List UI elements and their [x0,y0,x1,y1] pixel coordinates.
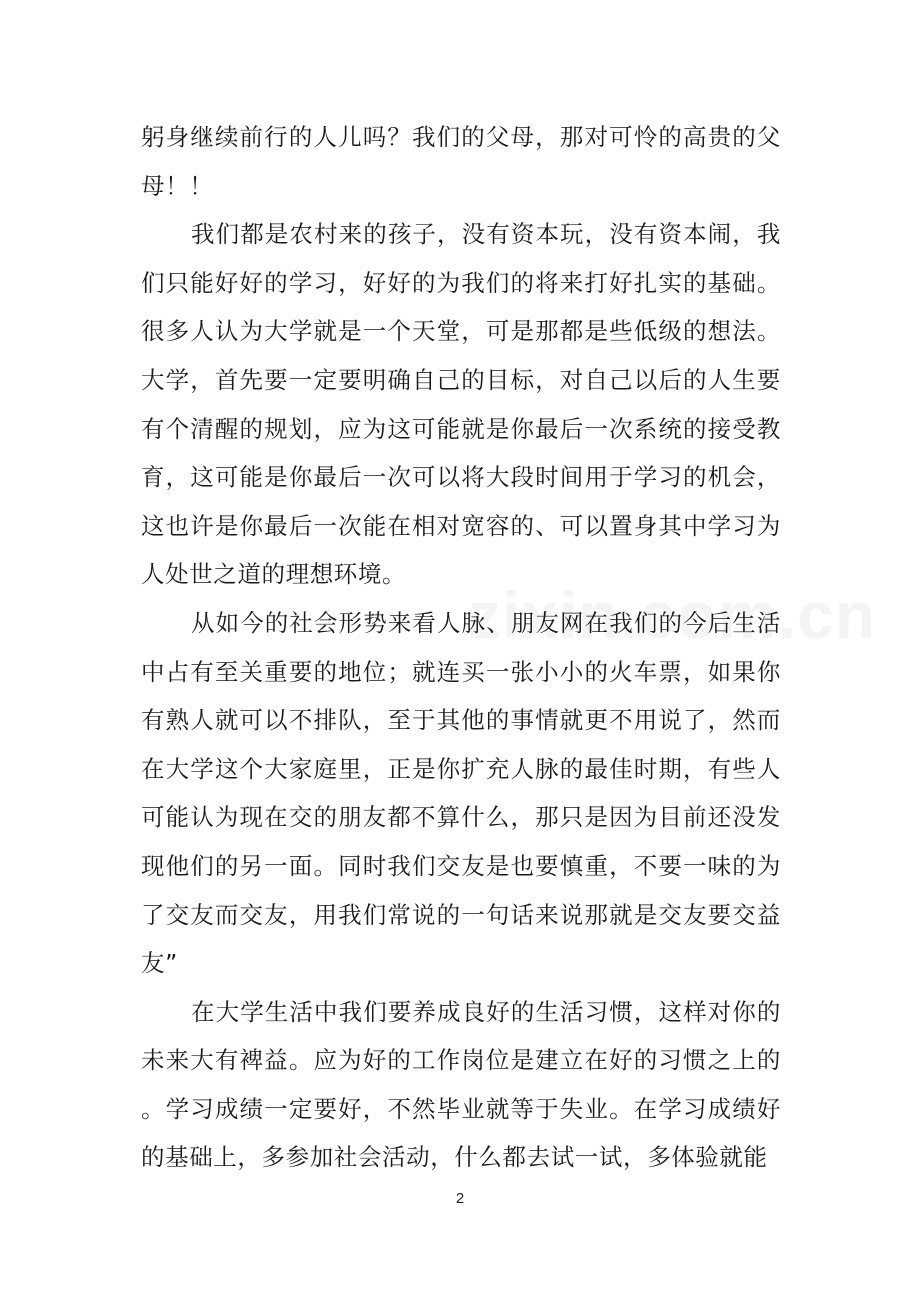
text-line: 躬身继续前行的人儿吗？我们的父母，那对可怜的高贵的父 [141,123,781,151]
text-line: 大学，首先要一定要明确自己的目标，对自己以后的人生要 [141,365,781,394]
text-line: 从如今的社会形势来看人脉、朋友网在我们的今后生活 [191,608,781,637]
text-line: 可能认为现在交的朋友都不算什么，那只是因为目前还没发 [141,803,781,832]
paragraph [141,599,781,988]
text-line: 有个清醒的规划，应为这可能就是你最后一次系统的接受教 [141,414,781,443]
text-line: 母！！ [141,171,214,200]
text-line: 的基础上，多参加社会活动，什么都去试一试，多体验就能 [141,1143,768,1172]
text-line: 在大学生活中我们要养成良好的生活习惯，这样对你的 [191,997,781,1026]
paragraph [141,113,781,210]
text-line: 中占有至关重要的地位；就连买一张小小的火车票，如果你 [141,657,781,686]
text-line: 未来大有裨益。应为好的工作岗位是建立在好的习惯之上的 [141,1046,781,1075]
text-line: 现他们的另一面。同时我们交友是也要慎重，不要一味的为 [141,851,781,880]
text-line: 在大学这个大家庭里，正是你扩充人脉的最佳时期，有些人 [141,754,781,783]
text-line: 有熟人就可以不排队，至于其他的事情就更不用说了，然而 [141,706,781,735]
text-line: 友” [141,949,178,978]
page-number: 2 [455,1190,465,1207]
text-line: 这也许是你最后一次能在相对宽容的、可以置身其中学习为 [141,511,781,540]
text-line: 我们都是农村来的孩子，没有资本玩，没有资本闹，我 [191,220,781,249]
text-line: 育，这可能是你最后一次可以将大段时间用于学习的机会， [141,463,781,492]
text-line: 。学习成绩一定要好，不然毕业就等于失业。在学习成绩好 [141,1094,781,1123]
body-text [141,113,781,1182]
text-line: 人处世之道的理想环境。 [141,560,407,589]
text-line: 了交友而交友，用我们常说的一句话来说那就是交友要交益 [141,900,781,929]
text-line: 们只能好好的学习，好好的为我们的将来打好扎实的基础。 [141,268,781,297]
text-line: 很多人认为大学就是一个天堂，可是那都是些低级的想法。 [141,317,781,346]
paragraph [141,210,781,599]
paragraph [141,988,781,1182]
